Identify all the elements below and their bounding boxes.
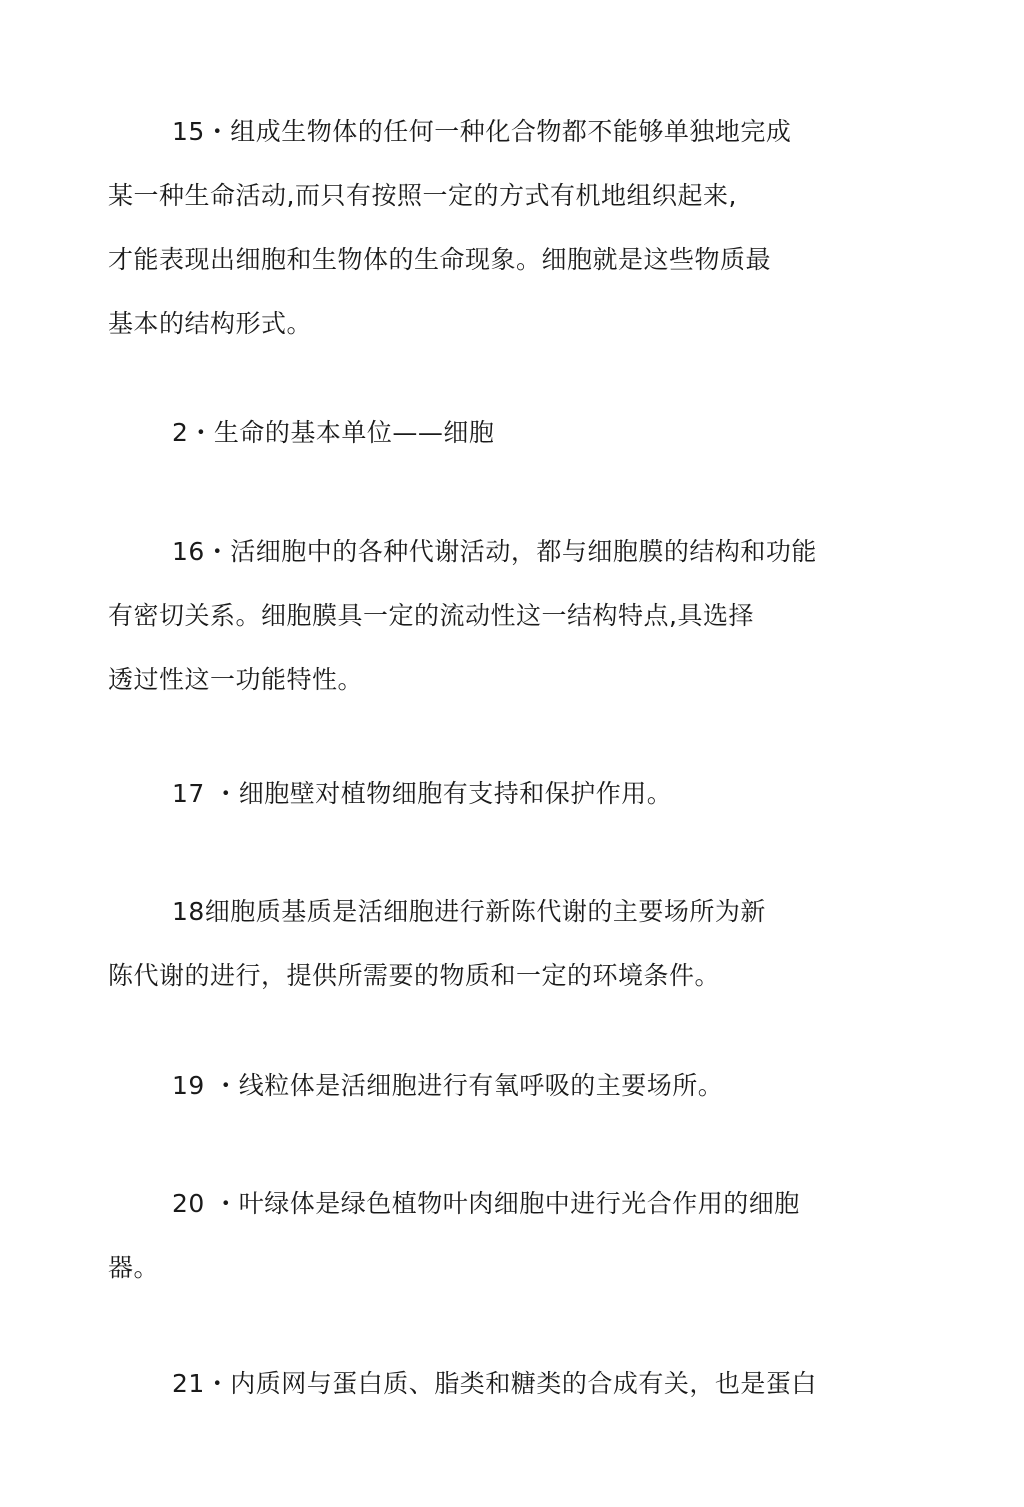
paragraph-line: 17 ・细胞壁对植物细胞有支持和保护作用。: [172, 779, 673, 808]
paragraph-line: 有密切关系。细胞膜具一定的流动性这一结构特点,具选择: [108, 601, 754, 630]
paragraph-line: 16・活细胞中的各种代谢活动，都与细胞膜的结构和功能: [172, 537, 817, 566]
section-heading-text: 2・生命的基本单位——细胞: [172, 418, 495, 447]
paragraph-line: 15・组成生物体的任何一种化合物都不能够单独地完成: [172, 117, 792, 146]
paragraph-17: [108, 779, 908, 808]
paragraph-21: [108, 1369, 908, 1398]
paragraph-line: 透过性这一功能特性。: [108, 665, 364, 694]
section-heading: [108, 418, 908, 447]
paragraph-line: 陈代谢的进行，提供所需要的物质和一定的环境条件。: [108, 961, 721, 990]
paragraph-line: 器。: [108, 1253, 160, 1282]
paragraph-line: 21・内质网与蛋白质、脂类和糖类的合成有关，也是蛋白: [172, 1369, 817, 1398]
paragraph-line: 某一种生命活动,而只有按照一定的方式有机地组织起来,: [108, 181, 737, 210]
paragraph-line: 基本的结构形式。: [108, 309, 313, 338]
paragraph-line: 20 ・叶绿体是绿色植物叶肉细胞中进行光合作用的细胞: [172, 1189, 800, 1218]
paragraph-18: [108, 897, 908, 990]
paragraph-line: 19 ・线粒体是活细胞进行有氧呼吸的主要场所。: [172, 1071, 724, 1100]
paragraph-15: [108, 117, 908, 338]
paragraph-16: [108, 537, 908, 694]
paragraph-19: [108, 1071, 908, 1100]
paragraph-20: [108, 1189, 908, 1282]
paragraph-line: 18细胞质基质是活细胞进行新陈代谢的主要场所为新: [172, 897, 766, 926]
paragraph-line: 才能表现出细胞和生物体的生命现象。细胞就是这些物质最: [108, 245, 772, 274]
